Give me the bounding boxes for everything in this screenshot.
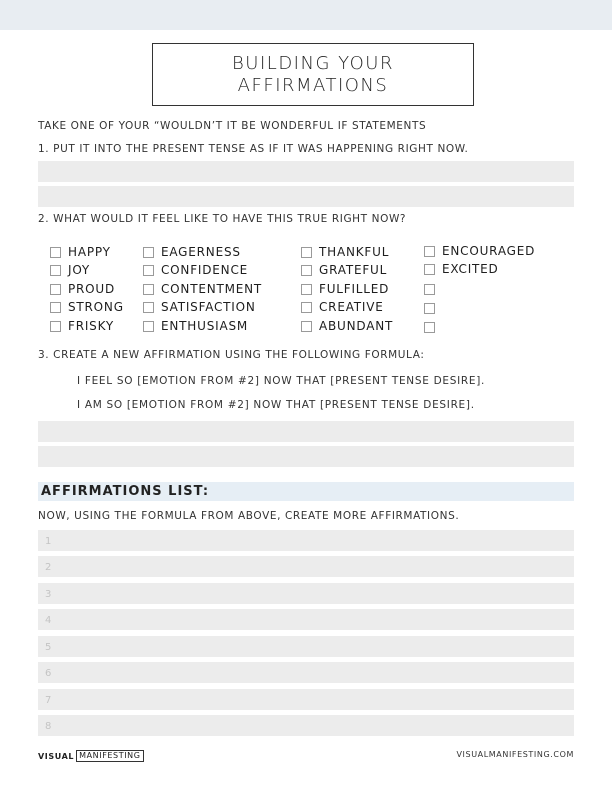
checkbox[interactable] [143,302,154,313]
checkbox[interactable] [424,264,435,275]
checkbox[interactable] [424,284,435,295]
checkbox[interactable] [301,284,312,295]
emotion-option[interactable]: GRATEFUL [301,263,387,277]
website-url: VISUALMANIFESTING.COM [456,750,574,759]
checkbox[interactable] [301,302,312,313]
brand-logo [38,750,144,762]
emotion-option-blank[interactable] [424,320,435,334]
checkbox[interactable] [50,302,61,313]
step-3-heading: 3. CREATE A NEW AFFIRMATION USING THE FOLLOWING FORMULA: [38,349,425,361]
brand-logo-bold: VISUAL [38,751,75,761]
emotion-option[interactable]: CONFIDENCE [143,263,248,277]
affirmations-list-heading: AFFIRMATIONS LIST: [38,482,574,501]
emotion-option[interactable]: STRONG [50,300,124,314]
step-2-heading: 2. WHAT WOULD IT FEEL LIKE TO HAVE THIS TRUE RIGHT NOW? [38,213,407,225]
page-title [152,43,474,106]
checkbox[interactable] [50,247,61,258]
emotion-option[interactable]: CONTENTMENT [143,282,262,296]
checkbox[interactable] [143,247,154,258]
emotion-option[interactable]: ABUNDANT [301,319,393,333]
title-line-2: AFFIRMATIONS [237,75,389,96]
emotion-option-blank[interactable] [424,301,435,315]
emotion-option[interactable]: ENTHUSIASM [143,319,248,333]
step-1-heading: 1. PUT IT INTO THE PRESENT TENSE AS IF IT WAS HAPPENING RIGHT NOW. [38,143,469,155]
checkbox[interactable] [50,284,61,295]
checkbox[interactable] [424,303,435,314]
checkbox[interactable] [424,322,435,333]
checkbox[interactable] [50,321,61,332]
emotion-option[interactable]: ENCOURAGED [424,244,535,258]
list-item[interactable]: 7 [38,689,574,710]
emotion-option-blank[interactable] [424,282,435,296]
checkbox[interactable] [424,246,435,257]
checkbox[interactable] [301,247,312,258]
top-band [0,0,612,30]
emotion-option[interactable]: FULFILLED [301,282,389,296]
list-item[interactable]: 1 [38,530,574,551]
step-1-field-1[interactable] [38,161,574,182]
emotion-option[interactable]: HAPPY [50,245,111,259]
checkbox[interactable] [301,265,312,276]
emotion-option[interactable]: SATISFACTION [143,300,256,314]
list-item[interactable]: 5 [38,636,574,657]
brand-logo-boxed: MANIFESTING [76,750,143,762]
list-instruction: NOW, USING THE FORMULA FROM ABOVE, CREATE MORE AFFIRMATIONS. [38,510,460,522]
step-3-field-2[interactable] [38,446,574,467]
title-line-1: BUILDING YOUR [232,53,394,74]
checkbox[interactable] [143,321,154,332]
checkbox[interactable] [50,265,61,276]
intro-text: TAKE ONE OF YOUR “WOULDN’T IT BE WONDERFUL IF STATEMENTS [38,120,427,132]
emotion-option[interactable]: JOY [50,263,90,277]
list-item[interactable]: 8 [38,715,574,736]
list-item[interactable]: 3 [38,583,574,604]
list-item[interactable]: 6 [38,662,574,683]
list-item[interactable]: 4 [38,609,574,630]
emotion-option[interactable]: EXCITED [424,262,499,276]
step-3-field-1[interactable] [38,421,574,442]
checkbox[interactable] [143,284,154,295]
emotion-option[interactable]: FRISKY [50,319,114,333]
emotion-option[interactable]: THANKFUL [301,245,389,259]
list-item[interactable]: 2 [38,556,574,577]
checkbox[interactable] [301,321,312,332]
step-1-field-2[interactable] [38,186,574,207]
formula-2: I AM SO [EMOTION FROM #2] NOW THAT [PRESENT TENSE DESIRE]. [77,399,475,411]
checkbox[interactable] [143,265,154,276]
emotion-option[interactable]: CREATIVE [301,300,384,314]
emotion-option[interactable]: EAGERNESS [143,245,241,259]
emotion-option[interactable]: PROUD [50,282,115,296]
formula-1: I FEEL SO [EMOTION FROM #2] NOW THAT [PRESENT TENSE DESIRE]. [77,375,486,387]
